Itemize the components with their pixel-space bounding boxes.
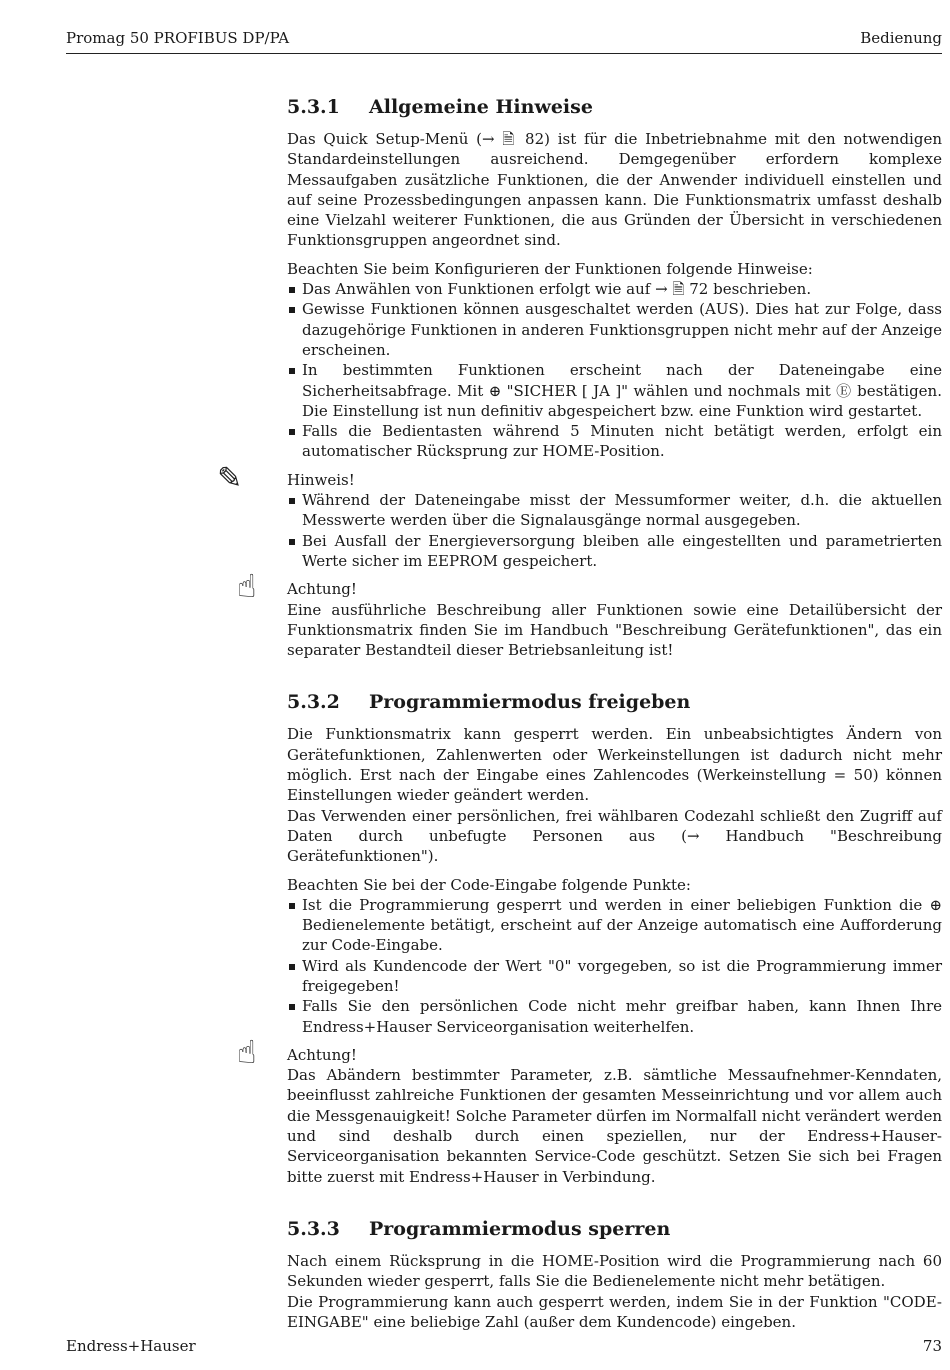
page-number: 73 [922, 1337, 942, 1355]
caution-text: Das Abändern bestimmter Parameter, z.B. sämtliche Messaufnehmer-Kenndaten, beeinflusst zahlreiche Funktionen der gesamten Messeinrichtung und vor allem auch die Messgenauigkeit! Solche Parameter dürfen im Normalfall nicht verändert werden und sind deshalb durch einen speziellen, nur der Endress+Hauser-Serviceorganisation bekannten Service-Code geschützt. Setzen Sie sich bei Fragen bitte zuerst mit Endress+Hauser in Verbindung. [287, 1066, 942, 1186]
list-item: Bei Ausfall der Energieversorgung bleiben alle eingestellten und parametrierten Werte sicher im EEPROM gespeichert. [287, 531, 942, 572]
list-item: Falls Sie den persönlichen Code nicht mehr greifbar haben, kann Ihnen Ihre Endress+Hauser Serviceorganisation weiterhelfen. [287, 996, 942, 1037]
paragraph: Nach einem Rücksprung in die HOME-Position wird die Programmierung nach 60 Sekunden wieder gesperrt, falls Sie die Bedienelemente nicht mehr betätigen. [287, 1251, 942, 1291]
footer-brand: Endress+Hauser [66, 1337, 196, 1355]
section-heading: 5.3.1 Allgemeine Hinweise [287, 96, 593, 118]
list-item: Ist die Programmierung gesperrt und werden in einer beliebigen Funktion die ⊕ Bedienelemente betätigt, erscheint auf der Anzeige automatisch eine Aufforderung zur Code-Eingabe. [287, 895, 942, 956]
note-list [287, 490, 942, 571]
caution-block [237, 1032, 942, 1187]
list-item: Das Anwählen von Funktionen erfolgt wie auf → 🗎 72 beschrieben. [287, 279, 942, 299]
bullet-list [287, 895, 942, 1037]
note-block [217, 460, 942, 571]
paragraph: Beachten Sie bei der Code-Eingabe folgende Punkte: [287, 875, 691, 894]
paragraph: Die Funktionsmatrix kann gesperrt werden. Ein unbeabsichtigtes Ändern von Gerätefunktionen, Zahlenwerten oder Werkeinstellungen ist dadurch nicht mehr möglich. Erst nach der Eingabe eines Zahlencodes (Werkeinstellung = 50) können Einstellungen wieder geändert werden. [287, 725, 942, 805]
caution-block [237, 567, 942, 660]
note-title: Hinweis! [287, 470, 355, 489]
caution-text: Eine ausführliche Beschreibung aller Funktionen sowie eine Detailübersicht der Funktionsmatrix finden Sie im Handbuch "Beschreibung Gerätefunktionen", das ein separater Bestandteil dieser Betriebsanleitung ist! [287, 600, 942, 660]
bullet-list [287, 279, 942, 462]
page-footer [66, 1337, 942, 1355]
list-item: Wird als Kundencode der Wert "0" vorgegeben, so ist die Programmierung immer freigegeben! [287, 956, 942, 997]
header-chapter: Bedienung [860, 29, 942, 47]
section-heading: 5.3.2 Programmiermodus freigeben [287, 691, 691, 714]
list-item: In bestimmten Funktionen erscheint nach der Dateneingabe eine Sicherheitsabfrage. Mit ⊕ "SICHER [ JA ]" wählen und nochmals mit Ⓔ bestätigen. Die Einstellung ist nun definitiv abgespeichert bzw. eine Funktion wird gestartet. [287, 360, 942, 421]
list-item: Während der Dateneingabe misst der Messumformer weiter, d.h. die aktuellen Messwerte werden über die Signalausgänge normal ausgegeben. [287, 490, 942, 531]
caution-title: Achtung! [287, 580, 357, 599]
page-header [66, 29, 942, 54]
caution-title: Achtung! [287, 1045, 357, 1064]
list-item: Gewisse Funktionen können ausgeschaltet werden (AUS). Dies hat zur Folge, dass dazugehörige Funktionen in anderen Funktionsgruppen nicht mehr auf der Anzeige erscheinen. [287, 299, 942, 360]
pencil-icon: ✎ [217, 460, 243, 496]
paragraph: Die Programmierung kann auch gesperrt werden, indem Sie in der Funktion "CODE-EINGABE" eine beliebige Zahl (außer dem Kundencode) eingeben. [287, 1292, 942, 1331]
section-heading: 5.3.3 Programmiermodus sperren [287, 1217, 671, 1240]
paragraph: Das Quick Setup-Menü (→ 🗎 82) ist für die Inbetriebnahme mit den notwendigen Standardeinstellungen ausreichend. Demgegenüber erfordern komplexe Messaufgaben zusätzliche Funktionen, die der Anwender individuell einstellen und auf seine Prozessbedingungen anpassen kann. Die Funktionsmatrix umfasst deshalb eine Vielzahl weiterer Funktionen, die aus Gründen der Übersicht in verschiedenen Funktionsgruppen angeordnet sind. [287, 130, 942, 250]
pointing-hand-icon: ☝ [237, 567, 257, 606]
pointing-hand-icon: ☝ [237, 1032, 257, 1071]
main-content [217, 95, 942, 1332]
paragraph: Beachten Sie beim Konfigurieren der Funktionen folgende Hinweise: [287, 259, 813, 278]
header-product: Promag 50 PROFIBUS DP/PA [66, 29, 290, 47]
paragraph: Das Verwenden einer persönlichen, frei wählbaren Codezahl schließt den Zugriff auf Daten durch unbefugte Personen aus (→ Handbuch "Beschreibung Gerätefunktionen"). [287, 806, 942, 866]
list-item: Falls die Bedientasten während 5 Minuten nicht betätigt werden, erfolgt ein automatischer Rücksprung zur HOME-Position. [287, 421, 942, 462]
